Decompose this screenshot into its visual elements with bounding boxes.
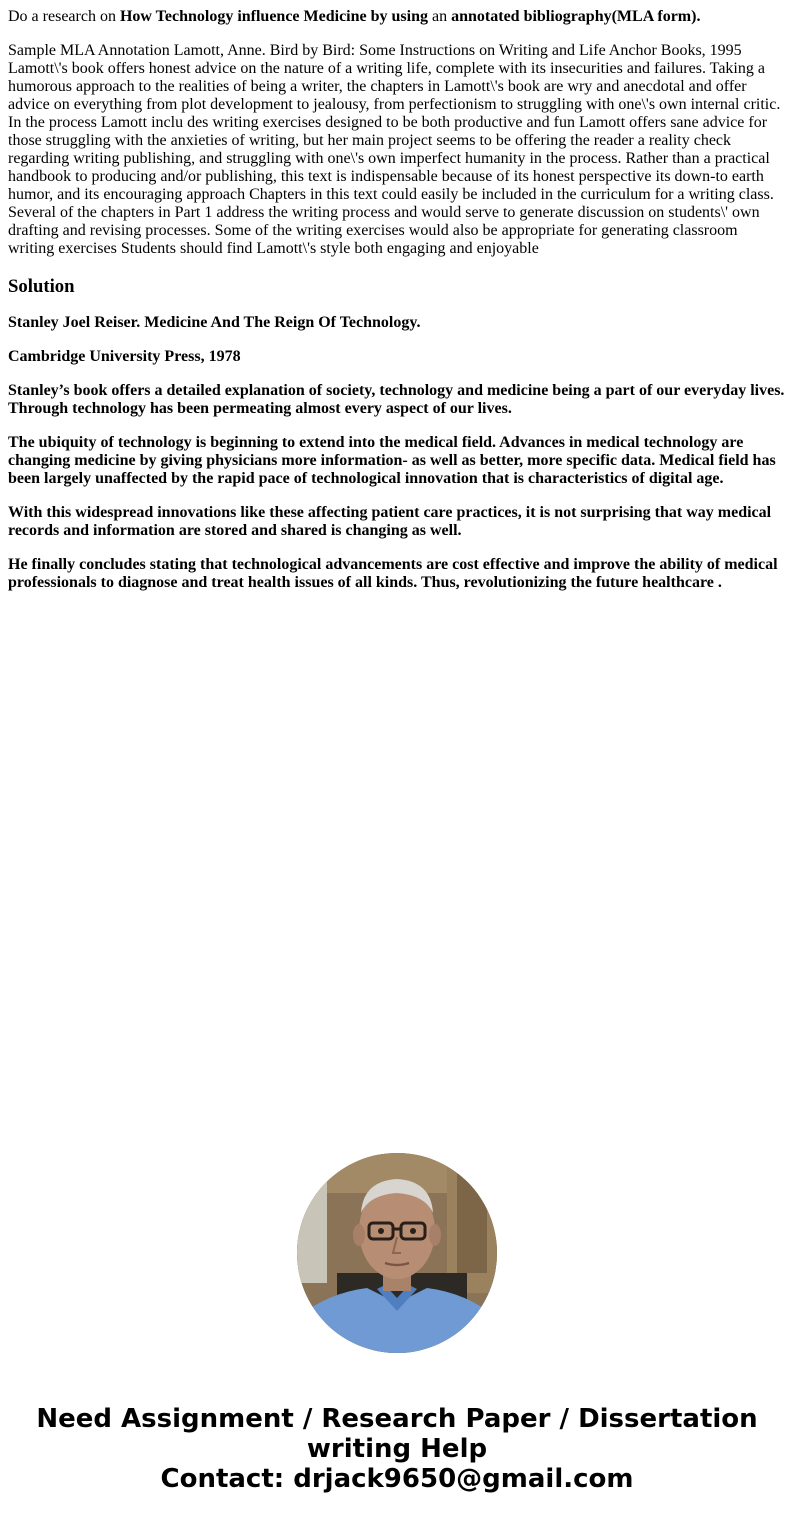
promo-line-2: writing Help [306,1434,488,1464]
promo-contact: Contact: drjack9650@gmail.com [160,1464,634,1494]
solution-heading: Solution [8,276,75,297]
citation: Stanley Joel Reiser. Medicine And The Reign Of Technology. [8,314,421,331]
avatar [297,1153,497,1353]
solution-paragraph-3: With this widespread innovations like these affecting patient care practices, it is not surprising that way medical records and information are stored and shared is changing as well. [8,504,772,539]
solution-paragraph-4: He finally concludes stating that technological advancements are cost effective and improve the ability of medical professionals to diagnose and treat health issues of all kinds. Thus, revolutionizing the future healthcare . [8,556,778,591]
question-topic: How Technology influence Medicine by using [119,8,428,25]
sample-annotation: Sample MLA Annotation Lamott, Anne. Bird by Bird: Some Instructions on Writing and Life Anchor Books, 1995 Lamott\'s book offers honest advice on the nature of a writing life, complete with its insecurities and failures. Taking a humorous approach to the realities of being a writer, the chapters in Lamott\'s book are wry and anecdotal and offer advice on everything from plot development to jealousy, from perfectionism to struggling with one\'s own internal critic. In the process Lamott inclu des writing exercises designed to be both productive and fun Lamott offers sane advice for those struggling with the anxieties of writing, but her main project seems to be offering the reader a reality check regarding writing publishing, and struggling with one\'s own imperfect humanity in the process. Rather than a practical handbook to producing and/or publishing, this text is indispensable because of its honest perspective its down-to earth humor, and its encouraging approach Chapters in this text could easily be included in the curriculum for a writing class. Several of the chapters in Part 1 address the writing process and would serve to generate discussion on students\' own drafting and revising processes. Some of the writing exercises would also be appropriate for generating classroom writing exercises Students should find Lamott\'s style both engaging and enjoyable [8,42,781,257]
question-format: annotated bibliography(MLA form). [451,8,701,25]
promo-banner [0,1404,794,1494]
question-prefix: Do a research on [8,8,120,25]
question-text [8,8,786,26]
question-middle: an [428,8,452,25]
document-content [8,8,786,608]
avatar-portrait-image [297,1153,497,1353]
solution-paragraph-2: The ubiquity of technology is beginning to extend into the medical field. Advances in medical technology are changing medicine by giving physicians more information- as well as better, more specific data. Medical field has been largely unaffected by the rapid pace of technological innovation that is characteristics of digital age. [8,434,776,487]
solution-paragraph-1: Stanley’s book offers a detailed explanation of society, technology and medicine being a part of our everyday lives. Through technology has been permeating almost every aspect of our lives. [8,382,785,417]
promo-line-1: Need Assignment / Research Paper / Dissertation [36,1404,758,1434]
publisher: Cambridge University Press, 1978 [8,348,241,365]
